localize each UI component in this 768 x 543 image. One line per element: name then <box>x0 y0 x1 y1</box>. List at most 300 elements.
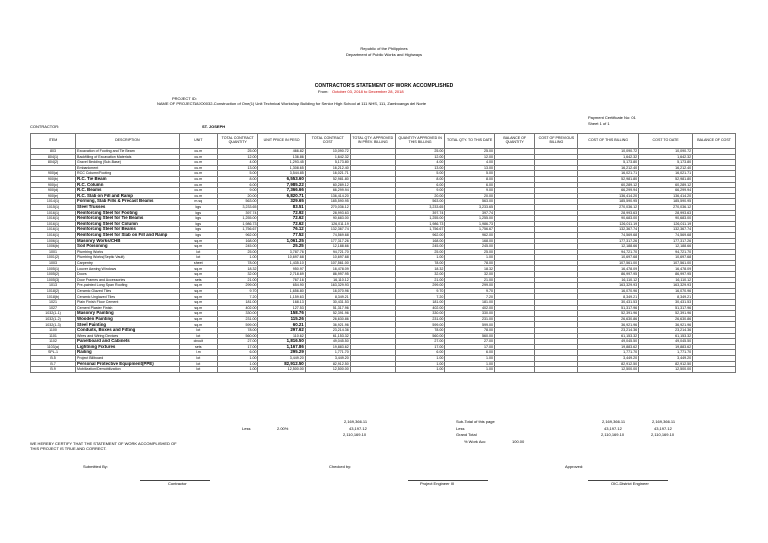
table-cell: 1100 <box>31 328 76 334</box>
table-cell: 330.00 <box>395 311 445 317</box>
table-cell: 1,255.00 <box>395 216 445 222</box>
table-cell: 804(1) <box>31 154 76 160</box>
table-cell: 12,188.66 <box>578 244 639 250</box>
table-cell: 563.00 <box>217 199 258 205</box>
table-cell: 1,756.67 <box>217 227 258 233</box>
table-cell: 20.00 <box>395 193 445 199</box>
column-header: UNIT PRICE IN PESO <box>258 134 305 149</box>
table-cell: 6.00 <box>445 350 495 356</box>
table-cell: 397.74 <box>395 210 445 216</box>
table-cell: 61,153.32 <box>578 333 639 339</box>
table-cell: 13.00 <box>395 165 445 171</box>
approved-label: Approved: <box>565 464 584 469</box>
table-cell: 3,449.20 <box>258 355 305 361</box>
contractor-title: Contractor <box>168 481 187 486</box>
table-cell: 1,159.63 <box>258 294 305 300</box>
table-cell: 1,771.70 <box>578 350 639 356</box>
table-cell: 1,642.32 <box>305 154 350 160</box>
table-cell: 168.00 <box>395 238 445 244</box>
table-cell: 962.00 <box>217 232 258 238</box>
column-header: COST OF PREVIOUS BILLING <box>535 134 578 149</box>
table-cell: 245.00 <box>217 244 258 250</box>
table-cell: 299.00 <box>395 283 445 289</box>
table-cell: 560.00 <box>217 333 258 339</box>
table-cell: 32.00 <box>217 272 258 278</box>
table-cell: Masonry Painting <box>76 311 180 317</box>
table-cell: Plain Finish Floor Cement <box>76 300 180 306</box>
table-cell: 86,997.95 <box>578 272 639 278</box>
table-cell: kgs <box>179 204 217 210</box>
table-cell: 168.00 <box>445 238 495 244</box>
table-cell: 9.70 <box>395 288 445 294</box>
table-cell: 72.62 <box>258 221 305 227</box>
table-cell: 900(d) <box>31 188 76 194</box>
table-cell: 10,697.68 <box>578 255 639 261</box>
table-cell: 397.74 <box>445 210 495 216</box>
table-row <box>31 367 736 373</box>
table-cell: circuit <box>179 339 217 345</box>
payment-certificate: Payment Certificate No: 01 <box>588 115 636 120</box>
table-cell: Excavation of Footing and Tie Beam <box>76 149 180 155</box>
table-cell: 7,985.22 <box>258 182 305 188</box>
table-cell: 1016(1) <box>31 210 76 216</box>
table-cell: 231.00 <box>217 316 258 322</box>
table-cell: Plumbing Works(Septic Vault) <box>76 255 180 261</box>
project-name-label: NAME OF PROJECT: <box>157 101 196 106</box>
table-cell: 599.00 <box>217 322 258 328</box>
table-cell: 19,883.62 <box>578 344 639 350</box>
table-cell: 329.65 <box>258 199 305 205</box>
table-cell: 78.00 <box>445 328 495 334</box>
table-cell: 77.52 <box>258 232 305 238</box>
table-cell: lot <box>179 328 217 334</box>
table-cell: cu.m <box>179 193 217 199</box>
project-id-label: PROJECT ID: <box>172 96 197 101</box>
table-cell: 1005(1) <box>31 266 76 272</box>
table-cell: 12.00 <box>445 154 495 160</box>
table-cell: 90,683.00 <box>578 216 639 222</box>
table-cell: 23,214.36 <box>305 328 350 334</box>
table-cell: Ceramic Unglazed Tiles <box>76 294 180 300</box>
table-cell: 1.00 <box>445 361 495 367</box>
table-cell: sq.m <box>179 288 217 294</box>
table-cell: 6,553.60 <box>258 176 305 182</box>
table-cell: 94,721.70 <box>578 249 639 255</box>
table-cell: 82,912.50 <box>258 361 305 367</box>
table-cell: 94,721.70 <box>639 249 693 255</box>
table-cell: 82,912.50 <box>578 361 639 367</box>
table-cell: 74,569.68 <box>305 232 350 238</box>
table-cell: Mobilization/Demobilization <box>76 367 180 373</box>
table-cell: sq.m <box>179 305 217 311</box>
table-cell: 12,188.66 <box>305 244 350 250</box>
table-cell: Masonry Works/CHB <box>76 238 180 244</box>
table-cell: 402.00 <box>217 305 258 311</box>
table-cell: 1,756.67 <box>395 227 445 233</box>
table-cell: 18.32 <box>217 266 258 272</box>
table-cell: 900(a) <box>31 171 76 177</box>
table-cell: 52,981.80 <box>305 176 350 182</box>
table-cell: B.7 <box>31 361 76 367</box>
table-cell: R.C. Tie Beam <box>76 176 180 182</box>
table-cell: 1005(2) <box>31 272 76 278</box>
table-cell: 5.00 <box>217 171 258 177</box>
table-cell: 299.00 <box>445 283 495 289</box>
table-cell: 52,981.80 <box>639 176 693 182</box>
table-cell: sq.m <box>179 238 217 244</box>
table-cell: 21.00 <box>445 277 495 283</box>
table-cell: 60.21 <box>258 322 305 328</box>
table-cell: 136.86 <box>258 154 305 160</box>
net-total: 2,110,169.10 <box>343 432 367 437</box>
cost-total: 2,169,366.11 <box>602 419 626 424</box>
table-cell: 1.00 <box>395 355 445 361</box>
work-acc-label: % Work Acc <box>464 439 486 444</box>
cost-total-2: 2,169,366.11 <box>652 419 676 424</box>
table-cell: 177,317.26 <box>305 238 350 244</box>
table-cell: sq.m <box>179 283 217 289</box>
table-cell: 654.90 <box>258 283 305 289</box>
table-cell: 9.70 <box>217 288 258 294</box>
table-cell: 49,045.50 <box>305 339 350 345</box>
table-cell: 1.00 <box>395 255 445 261</box>
column-header: COST OF THIS BILLING <box>578 134 639 149</box>
table-cell: kgs <box>179 227 217 233</box>
table-cell: Door Frames and Accessories <box>76 277 180 283</box>
table-cell: 397.74 <box>217 210 258 216</box>
column-header: TOTAL CONTRACT QUANTITY <box>217 134 258 149</box>
table-cell: 9.70 <box>445 288 495 294</box>
table-cell: kgs <box>179 216 217 222</box>
table-cell: 185,590.95 <box>305 199 350 205</box>
table-cell: 563.00 <box>395 199 445 205</box>
table-cell: cu.m <box>179 182 217 188</box>
table-cell: 9.00 <box>395 188 445 194</box>
table-cell: 270,036.12 <box>578 204 639 210</box>
table-cell: 231.00 <box>445 316 495 322</box>
table-cell: 177,317.26 <box>639 238 693 244</box>
table-cell: 4.00 <box>445 160 495 166</box>
table-cell: Ceramic Glazed Tiles <box>76 288 180 294</box>
table-cell: sq.m <box>179 244 217 250</box>
cost-less-2: 43,197.12 <box>654 426 672 431</box>
table-cell: 78.00 <box>217 260 258 266</box>
table-cell: 3,233.65 <box>217 204 258 210</box>
republic-line: Republic of the Philippines <box>360 46 408 51</box>
table-cell: 1,771.70 <box>639 350 693 356</box>
table-cell: 27.00 <box>445 339 495 345</box>
table-cell: B.5 <box>31 355 76 361</box>
table-cell: 270,036.12 <box>305 204 350 210</box>
table-cell: 10,697.68 <box>639 255 693 261</box>
table-cell: sets <box>179 344 217 350</box>
table-cell: 28,993.63 <box>578 210 639 216</box>
table-cell: 1016(1) <box>31 221 76 227</box>
table-cell: 1001(2) <box>31 255 76 261</box>
document-title: CONTRACTOR'S STATEMENT OF WORK ACCOMPLISHED <box>314 83 454 89</box>
table-cell: 1.00 <box>445 367 495 373</box>
contractor-name: ST. JOSEPH <box>202 124 226 129</box>
table-cell: 25.00 <box>395 249 445 255</box>
table-cell: 1003 <box>31 260 76 266</box>
table-cell: 5,173.80 <box>578 160 639 166</box>
table-cell: lot <box>179 367 217 373</box>
table-cell: 16,478.09 <box>305 266 350 272</box>
table-cell: 12,188.66 <box>639 244 693 250</box>
table-cell: 7.20 <box>395 294 445 300</box>
table-cell: 61,153.32 <box>305 333 350 339</box>
table-cell: 49,045.50 <box>578 339 639 345</box>
table-cell: 16,212.40 <box>578 165 639 171</box>
table-cell: 30,431.53 <box>305 300 350 306</box>
table-cell: Reinforcing Steel for Slab on Fill and Ramp <box>76 232 180 238</box>
table-cell: 82,912.50 <box>639 361 693 367</box>
table-cell: 60,289.12 <box>578 182 639 188</box>
table-cell: 16,070.96 <box>578 288 639 294</box>
table-cell: 78.00 <box>445 260 495 266</box>
table-cell: 52,981.80 <box>578 176 639 182</box>
table-cell: 8,349.21 <box>305 294 350 300</box>
cost-less: 43,197.12 <box>604 426 622 431</box>
table-cell: 1,986.73 <box>445 221 495 227</box>
checked-by-label: Checked by: <box>329 464 352 469</box>
table-cell: 52,391.96 <box>578 311 639 317</box>
table-cell: 16,478.09 <box>639 266 693 272</box>
table-cell: 126,011.19 <box>305 221 350 227</box>
table-cell: 1.00 <box>395 367 445 373</box>
table-cell: 1021 <box>31 300 76 306</box>
table-cell: 1018(b) <box>31 294 76 300</box>
table-cell: 3,544.85 <box>258 171 305 177</box>
table-cell: 21.00 <box>395 277 445 283</box>
table-cell: 299.00 <box>217 283 258 289</box>
table-cell: sheet <box>179 260 217 266</box>
table-cell: SPL-1 <box>31 350 76 356</box>
table-cell: 1.00 <box>217 367 258 373</box>
table-cell: 6.00 <box>217 182 258 188</box>
table-cell: 330.00 <box>445 311 495 317</box>
table-cell: 74,569.68 <box>578 232 639 238</box>
table-cell: 295.29 <box>258 350 305 356</box>
table-cell: Steel Trusses <box>76 204 180 210</box>
table-cell: Cement Plaster Finish <box>76 305 180 311</box>
table-cell: 466.82 <box>258 149 305 155</box>
table-cell: 1018(2) <box>31 288 76 294</box>
column-header: TOTAL QTY. TO THIS DATE <box>445 134 495 149</box>
less-label-2: Less <box>456 426 465 431</box>
table-cell: 60,289.12 <box>639 182 693 188</box>
table-cell: 5.00 <box>395 171 445 177</box>
table-cell: Reinforcing Steel for Beams <box>76 227 180 233</box>
table-cell: Personal Protective Equipment(PPE) <box>76 361 180 367</box>
table-cell: 12,500.00 <box>258 367 305 373</box>
table-cell: 127.53 <box>258 305 305 311</box>
table-cell: 181.00 <box>217 300 258 306</box>
table-cell: 94,721.70 <box>305 249 350 255</box>
table-cell: 16,110.12 <box>578 277 639 283</box>
table-cell: 599.00 <box>445 322 495 328</box>
table-cell: 1001 <box>31 249 76 255</box>
table-cell: 36,921.96 <box>578 322 639 328</box>
table-cell: 1016(1) <box>31 216 76 222</box>
table-cell: cu.m <box>179 149 217 155</box>
table-cell: 962.00 <box>445 232 495 238</box>
table-cell: 16,021.71 <box>305 171 350 177</box>
table-cell: 49,045.50 <box>639 339 693 345</box>
table-cell: 1,986.73 <box>217 221 258 227</box>
table-cell: 25.00 <box>217 249 258 255</box>
table-cell: 25.00 <box>395 149 445 155</box>
table-cell: R.C. Column <box>76 182 180 188</box>
table-cell: 1.00 <box>445 255 495 261</box>
table-cell: 90,683.00 <box>639 216 693 222</box>
table-cell: lot <box>179 249 217 255</box>
table-cell: 10,090.72 <box>578 149 639 155</box>
table-cell: 136,414.20 <box>639 193 693 199</box>
table-cell: 7.20 <box>217 294 258 300</box>
table-cell: 136,414.20 <box>578 193 639 199</box>
table-cell: 402.00 <box>445 305 495 311</box>
table-cell <box>494 367 535 373</box>
table-cell: 66,299.94 <box>305 188 350 194</box>
table-cell: 115.26 <box>258 316 305 322</box>
table-cell: 52,391.96 <box>639 311 693 317</box>
table-cell: 1,771.70 <box>305 350 350 356</box>
table-cell: 1.00 <box>217 361 258 367</box>
table-cell: 132,367.74 <box>639 227 693 233</box>
table-cell: 66,299.94 <box>639 188 693 194</box>
table-cell: 107,561.00 <box>578 260 639 266</box>
table-cell: 25.00 <box>445 149 495 155</box>
table-cell: RCC Column/Footing <box>76 171 180 177</box>
table-cell: 8,349.21 <box>639 294 693 300</box>
table-cell: 30,431.53 <box>578 300 639 306</box>
table-cell: 23,214.36 <box>639 328 693 334</box>
table-cell: 1006(b) <box>31 244 76 250</box>
table-cell: 1032(1-3) <box>31 322 76 328</box>
table-cell: 16,070.96 <box>305 288 350 294</box>
table-cell: 163,329.93 <box>578 283 639 289</box>
less-label: Less <box>242 426 251 431</box>
table-cell: Forming, Slab Fills & Precast Beams <box>76 199 180 205</box>
column-header: BALANCE OF COST <box>693 134 736 149</box>
table-cell: sq.m <box>179 266 217 272</box>
table-cell: 16,110.12 <box>639 277 693 283</box>
table-cell: 168.00 <box>217 238 258 244</box>
table-cell: sq.m <box>179 272 217 278</box>
table-cell: 6.00 <box>395 182 445 188</box>
table-cell: 132,367.74 <box>305 227 350 233</box>
table-cell: 1102 <box>31 339 76 345</box>
table-cell: 10,090.72 <box>305 149 350 155</box>
table-cell: 950.97 <box>258 266 305 272</box>
table-cell: 5,173.80 <box>305 160 350 166</box>
table-cell: 30,431.53 <box>639 300 693 306</box>
table-cell: 107,561.00 <box>305 260 350 266</box>
table-cell: 4.00 <box>395 160 445 166</box>
table-cell: 7,366.66 <box>258 188 305 194</box>
table-cell: 78.00 <box>395 260 445 266</box>
table-cell: 60,289.12 <box>305 182 350 188</box>
table-cell: 51,317.96 <box>578 305 639 311</box>
table-cell: 78.00 <box>217 328 258 334</box>
table-cell: sq.m <box>179 322 217 328</box>
table-cell: 83.51 <box>258 204 305 210</box>
table-cell: cu.m <box>179 154 217 160</box>
from-label: From: <box>318 89 329 94</box>
table-cell: lot <box>179 361 217 367</box>
table-cell: 86,997.95 <box>639 272 693 278</box>
table-cell: 3,233.65 <box>395 204 445 210</box>
table-cell: 245.00 <box>445 244 495 250</box>
table-cell: Lightning Fixtures <box>76 344 180 350</box>
table-cell: 126,011.19 <box>639 221 693 227</box>
table-cell: 136,414.20 <box>305 193 350 199</box>
cost-net-2: 2,110,169.10 <box>651 432 675 437</box>
table-cell: l.m <box>179 350 217 356</box>
table-cell: 1013 <box>31 283 76 289</box>
table-cell: 900(e) <box>31 193 76 199</box>
table-cell: 28,993.63 <box>639 210 693 216</box>
table-cell: 6.00 <box>217 350 258 356</box>
grand-total-label: Grand Total <box>456 432 477 437</box>
table-cell: 19,883.62 <box>305 344 350 350</box>
table-cell: 8.00 <box>445 176 495 182</box>
table-cell: Plumbing Works <box>76 249 180 255</box>
district-engineer-title: OIC-District Engineer <box>611 481 649 486</box>
table-cell: 1103(a) <box>31 344 76 350</box>
table-cell: 26,630.86 <box>578 316 639 322</box>
table-cell: 563.00 <box>445 199 495 205</box>
table-cell: 1006(1) <box>31 238 76 244</box>
table-cell: 36,921.96 <box>639 322 693 328</box>
table-cell: 1,642.32 <box>578 154 639 160</box>
table-cell: 185,590.95 <box>639 199 693 205</box>
table-cell: 803 <box>31 149 76 155</box>
table-cell: 3,449.20 <box>578 355 639 361</box>
table-cell: 402.00 <box>395 305 445 311</box>
table-cell: 297.62 <box>258 328 305 334</box>
sheet-number: Sheet 1 of 1 <box>588 121 610 126</box>
table-cell: 1.00 <box>217 355 258 361</box>
table-cell: 1027 <box>31 305 76 311</box>
table-cell: 804(2) <box>31 160 76 166</box>
table-cell: 1.00 <box>395 361 445 367</box>
table-cell: Gravel Bedding (Sub-Base) <box>76 160 180 166</box>
table-cell: 12,500.00 <box>639 367 693 373</box>
column-header: TOTAL QTY. APPROVED IN PREV. BILLING <box>350 134 395 149</box>
column-header: QUANTITY APPROVED IN THIS BILLING <box>395 134 445 149</box>
table-cell: Wires and Wiring Devices <box>76 333 180 339</box>
table-cell: 10,090.72 <box>639 149 693 155</box>
table-cell: 168.13 <box>258 300 305 306</box>
table-cell: 3,449.20 <box>305 355 350 361</box>
column-header: BALANCE OF QUANTITY <box>494 134 535 149</box>
table-cell: 1,167.86 <box>258 344 305 350</box>
table-cell: 110.62 <box>258 333 305 339</box>
table-cell: Pre-painted Long Span Roofing <box>76 283 180 289</box>
table-cell: 163,329.93 <box>639 283 693 289</box>
table-cell: 27.00 <box>395 339 445 345</box>
table-cell: cu.m <box>179 160 217 166</box>
column-header: UNIT <box>179 134 217 149</box>
table-cell: 330.00 <box>217 311 258 317</box>
table-cell: 16,212.40 <box>639 165 693 171</box>
table-cell: cu.m <box>179 165 217 171</box>
table-cell: 51,317.96 <box>639 305 693 311</box>
table-cell: 599.00 <box>395 322 445 328</box>
table-cell: 6.00 <box>395 350 445 356</box>
